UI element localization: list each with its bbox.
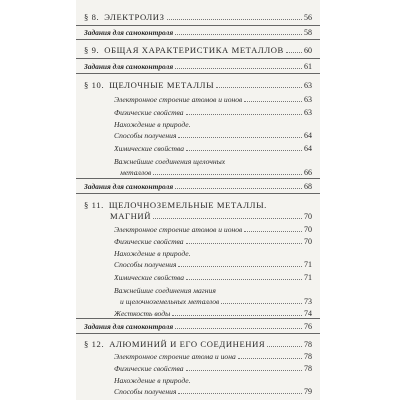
section-heading-continued[interactable] [110, 210, 312, 221]
subsection-title: Важнейшие соединения щелочных [114, 157, 226, 166]
section-number: § 11. [84, 200, 104, 210]
divider [76, 333, 320, 334]
self-check-label: Задания для самоконтроля [84, 322, 174, 331]
divider [76, 193, 320, 194]
page-number: 70 [304, 225, 312, 234]
self-check-entry[interactable] [84, 180, 312, 191]
subsection-title: Нахождение в природе. [114, 376, 191, 385]
subsection-entry[interactable] [114, 284, 312, 295]
leader-dots [178, 136, 302, 138]
divider [76, 178, 320, 179]
subsection-title: Способы получения [114, 131, 177, 140]
subsection-title: Химические свойства [114, 273, 185, 282]
page-number: 64 [304, 144, 312, 153]
subsection-entry[interactable] [114, 374, 312, 385]
leader-dots [178, 392, 302, 394]
page-number: 76 [304, 322, 312, 331]
leader-dots [186, 369, 302, 371]
page-number: 71 [304, 260, 312, 269]
subsection-title: Электронное строение атомов и ионов [114, 95, 243, 104]
leader-dots [186, 113, 302, 115]
divider [76, 73, 320, 74]
leader-dots [186, 149, 302, 151]
subsection-entry[interactable] [114, 350, 312, 361]
section-heading[interactable] [84, 44, 312, 55]
subsection-entry[interactable] [114, 118, 312, 129]
subsection-entry[interactable] [114, 235, 312, 246]
section-title-line2: МАГНИЙ [110, 211, 152, 221]
subsection-entry[interactable] [114, 271, 312, 282]
self-check-label: Задания для самоконтроля [84, 62, 174, 71]
page-number: 78 [304, 352, 312, 361]
subsection-title: Способы получения [114, 387, 177, 396]
leader-dots [175, 33, 302, 35]
subsection-title: Нахождение в природе. [114, 120, 191, 129]
subsection-entry[interactable] [120, 166, 312, 177]
page-number: 70 [304, 237, 312, 246]
subsection-entry[interactable] [114, 258, 312, 269]
leader-dots [175, 187, 302, 189]
subsection-title: металлов [120, 168, 152, 177]
page-number: 63 [304, 108, 312, 117]
section-heading[interactable] [84, 79, 312, 90]
subsection-title: Важнейшие соединения магния [114, 286, 216, 295]
subsection-title: Электронное строение атомов и ионов [114, 225, 243, 234]
divider [76, 318, 320, 319]
subsection-entry[interactable] [114, 142, 312, 153]
subsection-entry[interactable] [114, 247, 312, 258]
leader-dots [238, 357, 302, 359]
self-check-entry[interactable] [84, 320, 312, 331]
subsection-title: Химические свойства [114, 144, 185, 153]
leader-dots [244, 100, 302, 102]
page-number: 60 [304, 46, 312, 55]
subsection-title: Физические свойства [114, 364, 184, 373]
leader-dots [175, 327, 302, 329]
subsection-entry[interactable] [114, 155, 312, 166]
section-title: ЩЕЛОЧНОЗЕМЕЛЬНЫЕ МЕТАЛЛЫ. [108, 200, 267, 210]
page-number: 71 [304, 273, 312, 282]
subsection-title: Способы получения [114, 260, 177, 269]
section-heading[interactable] [84, 199, 312, 210]
page-number: 61 [304, 62, 312, 71]
leader-dots [167, 18, 303, 20]
section-number: § 9. [84, 45, 100, 55]
section-title: АЛЮМИНИЙ И ЕГО СОЕДИНЕНИЯ [109, 339, 266, 349]
self-check-label: Задания для самоконтроля [84, 182, 174, 191]
section-title: ЭЛЕКТРОЛИЗ [104, 12, 165, 22]
page-number: 79 [304, 387, 312, 396]
page-number: 68 [304, 182, 312, 191]
page-number: 78 [304, 364, 312, 373]
page-number: 64 [304, 131, 312, 140]
subsection-title: Нахождение в природе. [114, 249, 191, 258]
page-number: 74 [304, 309, 312, 318]
subsection-title: и щелочноземельных металлов [120, 297, 220, 306]
section-heading[interactable] [84, 338, 312, 349]
section-title: ОБЩАЯ ХАРАКТЕРИСТИКА МЕТАЛЛОВ [104, 45, 284, 55]
page-number: 63 [304, 95, 312, 104]
page-number: 66 [304, 168, 312, 177]
section-number: § 8. [84, 12, 100, 22]
self-check-label: Задания для самоконтроля [84, 28, 174, 37]
page-number: 78 [304, 340, 312, 349]
table-of-contents-page [76, 0, 320, 400]
subsection-entry[interactable] [120, 295, 312, 306]
leader-dots [172, 314, 302, 316]
leader-dots [267, 345, 302, 347]
subsection-title: Физические свойства [114, 237, 184, 246]
leader-dots [186, 242, 302, 244]
section-title: ЩЕЛОЧНЫЕ МЕТАЛЛЫ [109, 80, 215, 90]
leader-dots [178, 265, 302, 267]
leader-dots [221, 302, 302, 304]
self-check-entry[interactable] [84, 26, 312, 37]
subsection-entry[interactable] [114, 106, 312, 117]
subsection-title: Электронное строение атома и иона [114, 352, 236, 361]
subsection-entry[interactable] [114, 307, 312, 318]
subsection-title: Физические свойства [114, 108, 184, 117]
page-number: 56 [304, 13, 312, 22]
page-number: 70 [304, 212, 312, 221]
leader-dots [153, 217, 302, 219]
subsection-entry[interactable] [114, 362, 312, 373]
leader-dots [216, 86, 302, 88]
leader-dots [175, 67, 302, 69]
divider [76, 58, 320, 59]
subsection-entry[interactable] [114, 93, 312, 104]
leader-dots [186, 278, 302, 280]
leader-dots [244, 230, 302, 232]
section-number: § 10. [84, 80, 105, 90]
subsection-entry[interactable] [114, 129, 312, 140]
leader-dots [153, 173, 302, 175]
divider [76, 39, 320, 40]
subsection-entry[interactable] [114, 223, 312, 234]
page-number: 63 [304, 81, 312, 90]
subsection-entry[interactable] [114, 385, 312, 396]
section-heading[interactable] [84, 11, 312, 22]
leader-dots [286, 51, 302, 53]
self-check-entry[interactable] [84, 60, 312, 71]
page-number: 58 [304, 28, 312, 37]
subsection-title: Жесткость воды [114, 309, 171, 318]
page-number: 73 [304, 297, 312, 306]
section-number: § 12. [84, 339, 105, 349]
